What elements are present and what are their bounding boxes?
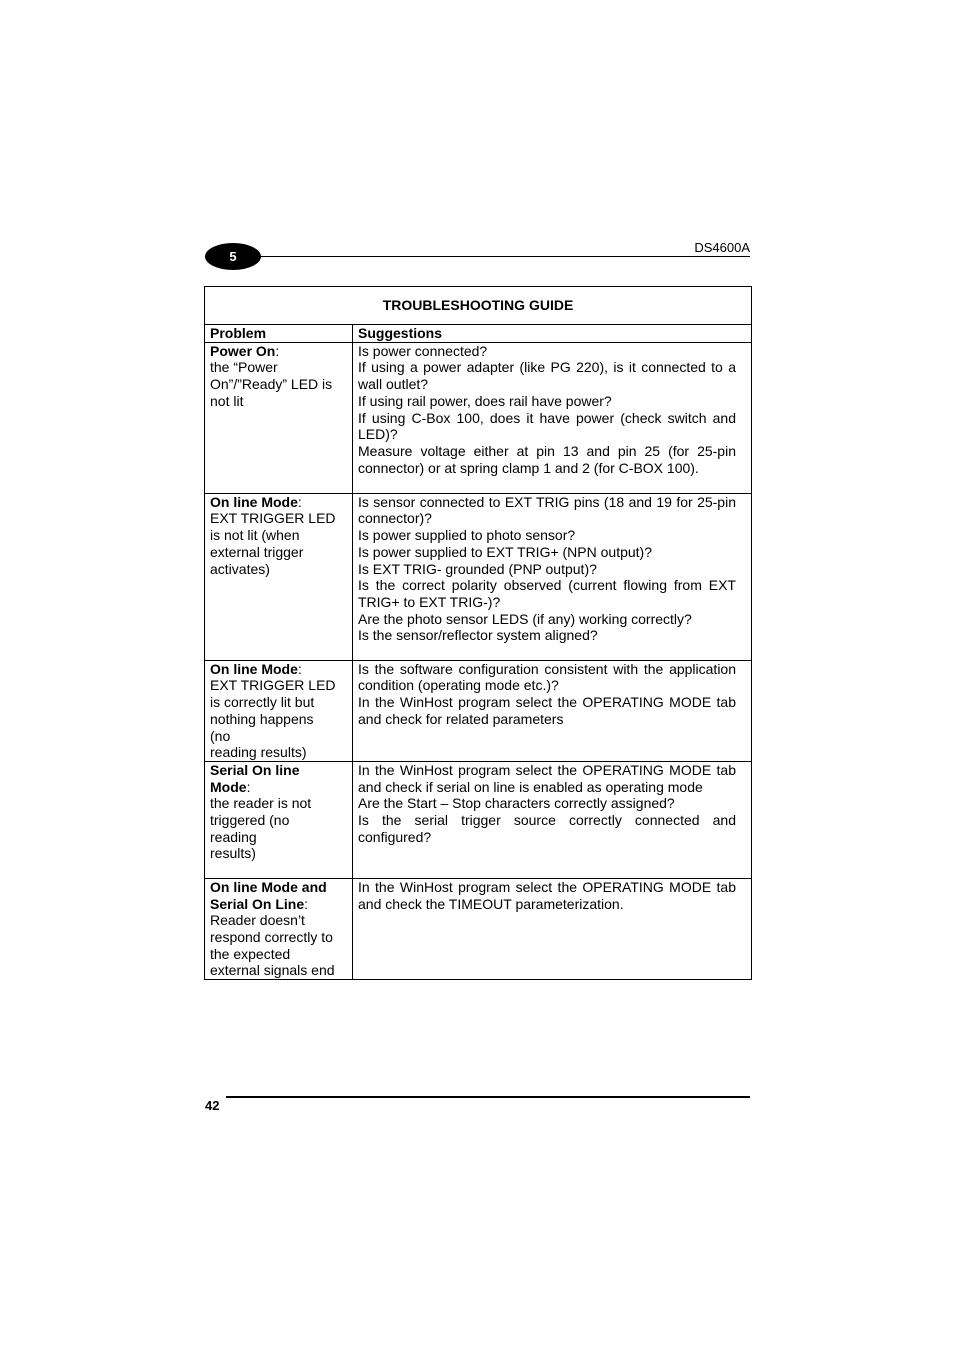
suggestion: Is the serial trigger source correctly connected and configured? (358, 812, 736, 845)
problem-line: is not lit (when (210, 527, 300, 544)
problem-cell: On line Mode and Serial On Line: Reader doesn’t respond correctly to the expected external signals end (205, 878, 353, 979)
suggestion: Are the Start – Stop characters correctly assigned? (358, 795, 675, 812)
suggestions-cell (353, 660, 752, 761)
suggestion: Measure voltage either at pin 13 and pin 25 (for 25-pin connector) or at spring clamp 1 and 2 (for C-BOX 100). (358, 442, 736, 476)
suggestions-cell (353, 878, 752, 979)
document-code: DS4600A (694, 240, 750, 255)
column-header-suggestions: Suggestions (353, 325, 752, 343)
problem-cell: On line Mode: EXT TRIGGER LED is correctly lit but nothing happens (no reading results) (205, 660, 353, 761)
problem-line: not lit (210, 392, 244, 409)
problem-line: the expected (210, 945, 291, 962)
table-title: TROUBLESHOOTING GUIDE (205, 287, 752, 325)
column-header-problem: Problem (205, 325, 353, 343)
suggestion: Is the correct polarity observed (current flowing from EXT TRIG+ to EXT TRIG-)? (358, 577, 736, 610)
problem-title: On line Mode (210, 660, 298, 677)
suggestion: In the WinHost program select the OPERATING MODE tab and check the TIMEOUT parameterization. (358, 878, 736, 912)
problem-line: results) (210, 845, 256, 862)
suggestion: If using rail power, does rail have power? (358, 392, 612, 409)
suggestion: Is sensor connected to EXT TRIG pins (18 and 19 for 25-pin connector)? (358, 493, 736, 527)
problem-line: EXT TRIGGER LED (210, 677, 336, 694)
page-number: 42 (205, 1098, 220, 1113)
troubleshooting-table (204, 286, 752, 980)
problem-line: triggered (no reading (210, 812, 290, 845)
header-rule (258, 256, 750, 257)
suggestion: In the WinHost program select the OPERATING MODE tab and check for related parameters (358, 694, 736, 727)
problem-title: On line Mode (210, 493, 298, 510)
suggestions-cell (353, 761, 752, 878)
suggestion: Is power supplied to EXT TRIG+ (NPN output)? (358, 543, 653, 560)
problem-title: Serial On line Mode (210, 761, 300, 795)
problem-line: external signals end (210, 962, 335, 979)
suggestion: In the WinHost program select the OPERATING MODE tab and check if serial on line is enabled as operating mode (358, 761, 736, 795)
problem-line: external trigger (210, 543, 304, 560)
problem-line: nothing happens (no (210, 710, 314, 744)
problem-line: is correctly lit but (210, 694, 315, 711)
problem-line: respond correctly to (210, 929, 333, 946)
problem-title: On line Mode and Serial On Line (210, 878, 327, 912)
suggestions-cell (353, 493, 752, 660)
problem-cell: Serial On line Mode: the reader is not triggered (no reading results) (205, 761, 353, 878)
suggestion: Is the software configuration consistent with the application condition (operating mode etc.)? (358, 660, 736, 694)
problem-line: activates) (210, 560, 270, 577)
problem-line: On”/”Ready” LED is (210, 376, 333, 393)
problem-cell: On line Mode: EXT TRIGGER LED is not lit (when external trigger activates) (205, 493, 353, 660)
suggestion: Is power connected? (358, 342, 488, 359)
table-row (205, 493, 752, 660)
footer-rule (226, 1096, 750, 1098)
problem-line: the reader is not (210, 795, 312, 812)
suggestion: Is EXT TRIG- grounded (PNP output)? (358, 560, 597, 577)
suggestion: If using a power adapter (like PG 220), is it connected to a wall outlet? (358, 359, 736, 393)
problem-line: Reader doesn’t (210, 912, 305, 929)
table-row (205, 878, 752, 979)
table-row (205, 761, 752, 878)
chapter-number-badge: 5 (205, 243, 261, 270)
problem-line: the “Power (210, 359, 278, 376)
problem-line: EXT TRIGGER LED (210, 510, 336, 527)
suggestion: If using C-Box 100, does it have power (check switch and LED)? (358, 409, 736, 443)
problem-title: Power On (210, 342, 276, 359)
problem-line: reading results) (210, 744, 307, 761)
problem-cell: Power On: the “Power On”/”Ready” LED is not lit (205, 342, 353, 493)
suggestion: Is the sensor/reflector system aligned? (358, 627, 598, 644)
table-row (205, 660, 752, 761)
suggestions-cell (353, 342, 752, 493)
table-row (205, 342, 752, 493)
suggestion: Is power supplied to photo sensor? (358, 527, 576, 544)
suggestion: Are the photo sensor LEDS (if any) working correctly? (358, 610, 692, 627)
